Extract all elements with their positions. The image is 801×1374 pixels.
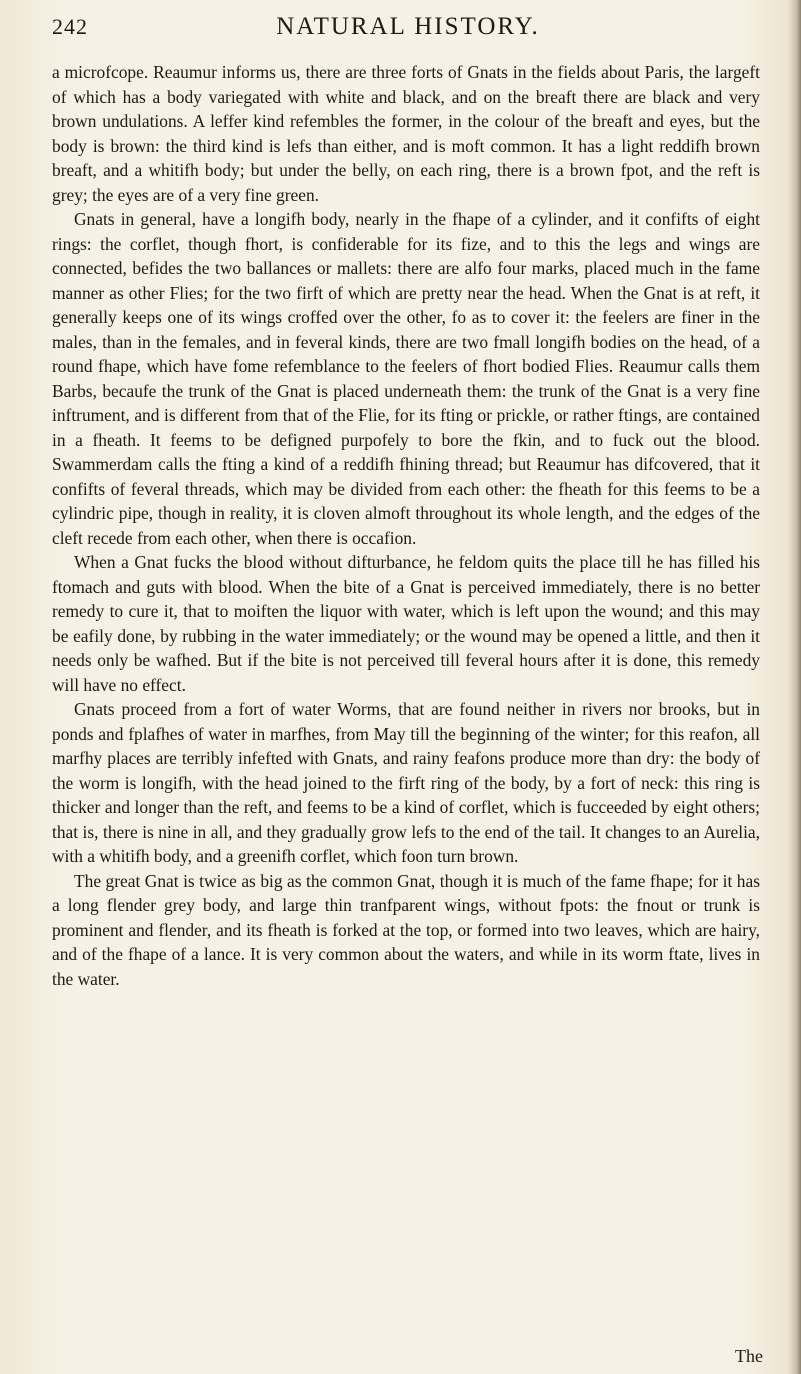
body-text — [52, 60, 760, 991]
paragraph: When a Gnat fucks the blood without difturbance, he feldom quits the place till he has filled his ftomach and guts with blood. When the bite of a Gnat is perceived immediately, there is no better remedy to cure it, that to moiften the liquor with water, which is left upon the wound; and this may be eafily done, by rubbing in the water immediately; or the wound may be opened a little, and then it needs only be wafhed. But if the bite is not perceived till feveral hours after it is done, this remedy will have no effect. — [52, 552, 760, 695]
catchword: The — [735, 1346, 763, 1366]
running-head: NATURAL HISTORY. — [276, 13, 540, 40]
page-edge-shadow — [787, 0, 801, 1374]
page-number: 242 — [52, 14, 88, 39]
paragraph: Gnats proceed from a fort of water Worms, that are found neither in rivers nor brooks, but in ponds and fplafhes of water in marfhes, from May till the beginning of the winter; for this reafon, all marfhy places are terribly infefted with Gnats, and rainy feafons produce more than dry: the body of the worm is longifh, with the head joined to the firft ring of the body, by a fort of neck: this ring is thicker and longer than the reft, and feems to be a kind of corflet, which is fucceeded by eight others; that is, there is nine in all, and they gradually grow lefs to the end of the tail. It changes to an Aurelia, with a whitifh body, and a greenifh corflet, which foon turn brown. — [52, 699, 760, 866]
paragraph: a microfcope. Reaumur informs us, there are three forts of Gnats in the fields about Paris, the largeft of which has a body variegated with white and black, and on the breaft there are black and very brown undulations. A leffer kind refembles the former, in the colour of the breaft and eyes, but the body is brown: the third kind is lefs than either, and is moft common. It has a light reddifh brown breaft, and a whitifh body; but under the belly, on each ring, there is a brown fpot, and the reft is grey; the eyes are of a very fine green. — [52, 62, 760, 205]
paragraph: Gnats in general, have a longifh body, nearly in the fhape of a cylinder, and it confifts of eight rings: the corflet, though fhort, is confiderable for its fize, and to this the legs and wings are connected, befides the two ballances or mallets: there are alfo four marks, placed much in the fame manner as other Flies; for the two firft of which are pretty near the head. When the Gnat is at reft, it generally keeps one of its wings croffed over the other, fo as to cover it: the feelers are finer in the males, than in the females, and in feveral kinds, there are two fmall longifh bodies on the head, of a round fhape, which have fome refemblance to the feelers of fhort bodied Flies. Reaumur calls them Barbs, becaufe the trunk of the Gnat is placed underneath them: the trunk of the Gnat is a very fine inftrument, and is different from that of the Flie, for its fting or prickle, or rather ftings, are contained in a fheath. It feems to be defigned purpofely to bore the fkin, and to fuck out the blood. Swammerdam calls the fting a kind of a reddifh fhining thread; but Reaumur has difcovered, that it confifts of feveral threads, which may be divided from each other: the fheath for this feems to be a cylindric pipe, though in reality, it is cloven almoft throughout its whole length, and the edges of the cleft recede from each other, when there is occafion. — [52, 209, 760, 548]
paragraph: The great Gnat is twice as big as the common Gnat, though it is much of the fame fhape; for it has a long flender grey body, and large thin tranfparent wings, without fpots: the fnout or trunk is prominent and flender, and its fheath is forked at the top, or formed into two leaves, which are hairy, and of the fhape of a lance. It is very common about the waters, and while in its worm ftate, lives in the water. — [52, 870, 760, 989]
page-header — [52, 8, 764, 48]
